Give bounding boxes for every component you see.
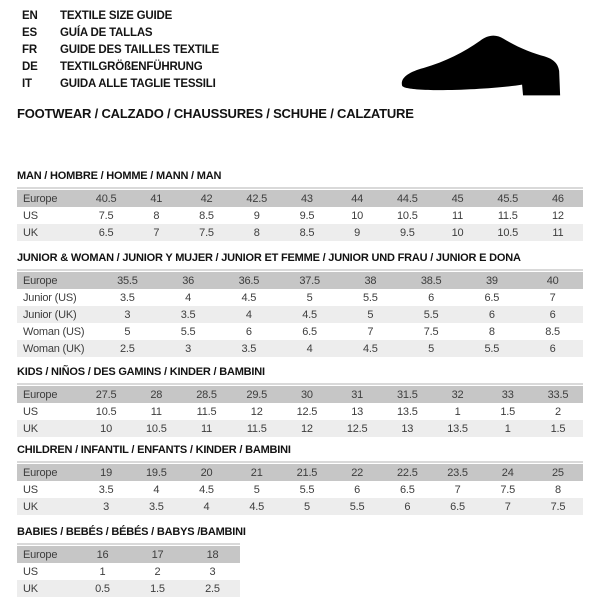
- row-label: Junior (US): [23, 291, 77, 304]
- language-label: GUIDA ALLE TAGLIE TESSILI: [60, 77, 216, 90]
- size-cell: 11.5: [196, 405, 217, 418]
- size-cell: 6: [404, 500, 411, 513]
- size-cell: 5.5: [484, 342, 500, 355]
- size-cell: 1.5: [150, 582, 165, 595]
- size-cell: 40.5: [95, 192, 117, 205]
- size-cell: 1: [454, 405, 461, 418]
- row-label: UK: [23, 500, 38, 513]
- size-cell: 8: [488, 325, 495, 338]
- size-cell: 33.5: [547, 388, 569, 401]
- size-table-section: [17, 443, 583, 515]
- size-cell: 10.5: [95, 405, 117, 418]
- size-cell: 5: [428, 342, 435, 355]
- size-cell: 20: [200, 466, 213, 479]
- table-row: [17, 272, 583, 289]
- size-cell: 6: [549, 342, 556, 355]
- size-cell: 5.5: [180, 325, 196, 338]
- size-cell: 5: [253, 483, 260, 496]
- size-cell: 40: [546, 274, 559, 287]
- table-row: [17, 563, 240, 580]
- table-row: [17, 580, 240, 597]
- size-table-section: [17, 251, 583, 357]
- size-cell: 6.5: [484, 291, 500, 304]
- size-cell: 4.5: [199, 483, 214, 496]
- size-cell: 4.5: [241, 291, 257, 304]
- size-cell: 11: [200, 422, 213, 435]
- size-cell: 42: [200, 192, 213, 205]
- size-cell: 5.5: [349, 500, 365, 513]
- language-label: TEXTILGRÖßENFÜHRUNG: [60, 60, 203, 73]
- size-cell: 37.5: [299, 274, 320, 287]
- size-cell: 8.5: [299, 226, 315, 239]
- table-row: [17, 190, 583, 207]
- size-cell: 3: [103, 500, 110, 513]
- shoe-icon: [393, 29, 577, 109]
- size-cell: 7.5: [98, 209, 114, 222]
- size-cell: 5: [306, 291, 313, 304]
- language-row-en: [22, 7, 600, 24]
- size-cell: 17: [151, 548, 164, 561]
- size-cell: 44.5: [397, 192, 418, 205]
- size-cell: 6: [245, 325, 252, 338]
- table-row: [17, 224, 583, 241]
- size-cell: 23.5: [447, 466, 468, 479]
- size-cell: 11: [150, 405, 162, 418]
- size-cell: 1.5: [500, 405, 516, 418]
- size-cell: 8: [554, 483, 561, 496]
- size-cell: 6.5: [399, 483, 415, 496]
- size-cell: 5: [367, 308, 374, 321]
- size-cell: 32: [451, 388, 464, 401]
- size-cell: 9: [253, 209, 260, 222]
- row-label: US: [23, 565, 38, 578]
- size-cell: 4.5: [249, 500, 265, 513]
- size-cell: 30: [300, 388, 313, 401]
- section-title: KIDS / NIÑOS / DES GAMINS / KINDER / BAMBINI: [17, 366, 265, 378]
- size-cell: 43: [300, 192, 313, 205]
- size-cell: 31: [351, 388, 364, 401]
- row-label: US: [23, 483, 38, 496]
- language-label: TEXTILE SIZE GUIDE: [60, 9, 173, 22]
- row-label: Europe: [23, 388, 58, 401]
- size-cell: 33: [501, 388, 514, 401]
- section-title: BABIES / BEBÉS / BÉBÉS / BABYS /BAMBINI: [17, 526, 246, 538]
- size-cell: 39: [485, 274, 498, 287]
- table-row: [17, 340, 583, 357]
- row-label: US: [23, 209, 38, 222]
- size-cell: 11: [552, 226, 564, 239]
- table-row: [17, 403, 583, 420]
- size-cell: 12.5: [346, 422, 368, 435]
- size-cell: 45: [451, 192, 464, 205]
- size-cell: 45.5: [497, 192, 519, 205]
- size-cell: 9.5: [299, 209, 315, 222]
- row-label: Europe: [23, 274, 58, 287]
- size-cell: 7.5: [550, 500, 566, 513]
- row-label: Europe: [23, 192, 58, 205]
- size-cell: 18: [206, 548, 219, 561]
- size-cell: 11.5: [246, 422, 267, 435]
- size-cell: 7.5: [500, 483, 516, 496]
- size-cell: 46: [552, 192, 564, 205]
- size-cell: 6: [549, 308, 556, 321]
- size-table: [17, 543, 240, 597]
- size-cell: 4: [153, 483, 160, 496]
- row-label: Woman (UK): [23, 342, 85, 355]
- size-cell: 4: [306, 342, 313, 355]
- size-table: [17, 383, 583, 437]
- size-cell: 13.5: [447, 422, 468, 435]
- size-cell: 3.5: [241, 342, 257, 355]
- table-row: [17, 481, 583, 498]
- language-code: EN: [22, 9, 38, 22]
- table-row: [17, 323, 583, 340]
- language-code: IT: [22, 77, 32, 90]
- language-label: GUIDE DES TAILLES TEXTILE: [60, 43, 219, 56]
- size-table-section: [17, 169, 583, 241]
- size-cell: 4: [245, 308, 252, 321]
- size-cell: 8: [253, 226, 260, 239]
- size-cell: 10: [351, 209, 364, 222]
- size-cell: 8: [153, 209, 160, 222]
- size-cell: 3.5: [120, 291, 135, 304]
- size-cell: 8.5: [199, 209, 214, 222]
- size-cell: 4: [203, 500, 210, 513]
- size-cell: 4.5: [363, 342, 378, 355]
- table-row: [17, 420, 583, 437]
- size-cell: 25: [552, 466, 564, 479]
- size-cell: 2: [154, 565, 161, 578]
- size-cell: 1: [504, 422, 511, 435]
- size-cell: 11: [452, 209, 464, 222]
- size-cell: 6: [354, 483, 361, 496]
- size-cell: 38: [364, 274, 377, 287]
- size-cell: 7: [153, 226, 160, 239]
- size-cell: 28: [150, 388, 163, 401]
- size-cell: 3.5: [148, 500, 164, 513]
- size-cell: 10.5: [397, 209, 418, 222]
- size-cell: 0.5: [95, 582, 110, 595]
- size-cell: 19: [100, 466, 113, 479]
- size-cell: 1.5: [550, 422, 566, 435]
- size-cell: 35.5: [117, 274, 138, 287]
- size-cell: 4.5: [302, 308, 317, 321]
- size-cell: 3: [185, 342, 192, 355]
- size-cell: 22: [351, 466, 364, 479]
- row-label: Woman (US): [23, 325, 85, 338]
- size-cell: 5.5: [363, 291, 378, 304]
- size-cell: 8.5: [545, 325, 560, 338]
- table-row: [17, 289, 583, 306]
- table-row: [17, 386, 583, 403]
- language-code: ES: [22, 26, 37, 39]
- size-cell: 6: [428, 291, 435, 304]
- size-cell: 2.5: [120, 342, 135, 355]
- size-cell: 12: [552, 209, 564, 222]
- table-row: [17, 306, 583, 323]
- size-cell: 10: [100, 422, 113, 435]
- size-cell: 5: [124, 325, 131, 338]
- size-cell: 13.5: [397, 405, 418, 418]
- size-cell: 27.5: [95, 388, 117, 401]
- language-label: GUÍA DE TALLAS: [60, 26, 153, 39]
- table-row: [17, 207, 583, 224]
- size-cell: 31.5: [397, 388, 418, 401]
- size-cell: 5.5: [299, 483, 315, 496]
- language-code: DE: [22, 60, 38, 73]
- size-cell: 6: [488, 308, 495, 321]
- row-label: US: [23, 405, 38, 418]
- size-table: [17, 461, 583, 515]
- size-cell: 3: [124, 308, 131, 321]
- size-cell: 7: [549, 291, 556, 304]
- size-cell: 42.5: [246, 192, 268, 205]
- size-cell: 38.5: [420, 274, 442, 287]
- size-cell: 7.5: [199, 226, 214, 239]
- size-cell: 6.5: [98, 226, 114, 239]
- size-cell: 1: [99, 565, 106, 578]
- row-label: UK: [23, 422, 38, 435]
- size-cell: 13: [401, 422, 414, 435]
- size-cell: 2: [554, 405, 561, 418]
- size-table: [17, 187, 583, 241]
- category-title: FOOTWEAR / CALZADO / CHAUSSURES / SCHUHE / CALZATURE: [17, 106, 414, 121]
- size-cell: 7: [367, 325, 374, 338]
- size-cell: 3.5: [98, 483, 114, 496]
- size-cell: 21.5: [296, 466, 318, 479]
- size-cell: 9.5: [399, 226, 415, 239]
- size-cell: 16: [96, 548, 109, 561]
- section-title: JUNIOR & WOMAN / JUNIOR Y MUJER / JUNIOR ET FEMME / JUNIOR UND FRAU / JUNIOR E DONA: [17, 252, 521, 264]
- row-label: Europe: [23, 466, 58, 479]
- size-cell: 12: [250, 405, 263, 418]
- size-cell: 21: [250, 466, 263, 479]
- size-cell: 7.5: [423, 325, 439, 338]
- size-cell: 10.5: [497, 226, 519, 239]
- size-cell: 3.5: [180, 308, 196, 321]
- size-cell: 13: [351, 405, 364, 418]
- size-table: [17, 269, 583, 357]
- size-cell: 5: [303, 500, 310, 513]
- table-row: [17, 546, 240, 563]
- size-cell: 11.5: [497, 209, 518, 222]
- language-code: FR: [22, 43, 37, 56]
- size-cell: 10.5: [146, 422, 167, 435]
- size-cell: 29.5: [246, 388, 268, 401]
- size-table-section: [17, 525, 583, 597]
- size-cell: 4: [185, 291, 192, 304]
- size-cell: 19.5: [146, 466, 167, 479]
- row-label: Junior (UK): [23, 308, 77, 321]
- table-row: [17, 498, 583, 515]
- size-cell: 9: [354, 226, 361, 239]
- size-cell: 36.5: [238, 274, 260, 287]
- size-cell: 22.5: [397, 466, 418, 479]
- size-cell: 2.5: [205, 582, 220, 595]
- size-cell: 6.5: [450, 500, 465, 513]
- size-cell: 7: [454, 483, 461, 496]
- section-title: MAN / HOMBRE / HOMME / MANN / MAN: [17, 170, 222, 182]
- size-cell: 12.5: [296, 405, 318, 418]
- size-table-section: [17, 365, 583, 437]
- size-cell: 10: [451, 226, 464, 239]
- size-cell: 12: [300, 422, 313, 435]
- section-title: CHILDREN / INFANTIL / ENFANTS / KINDER / BAMBINI: [17, 444, 291, 456]
- size-cell: 24: [501, 466, 514, 479]
- table-row: [17, 464, 583, 481]
- row-label: Europe: [23, 548, 58, 561]
- size-cell: 41: [150, 192, 163, 205]
- size-tables: [17, 169, 583, 597]
- size-cell: 3: [209, 565, 216, 578]
- size-cell: 6.5: [302, 325, 317, 338]
- row-label: UK: [23, 582, 38, 595]
- size-cell: 36: [182, 274, 195, 287]
- row-label: UK: [23, 226, 38, 239]
- size-cell: 28.5: [196, 388, 217, 401]
- size-cell: 5.5: [423, 308, 439, 321]
- size-cell: 44: [351, 192, 364, 205]
- size-cell: 7: [504, 500, 511, 513]
